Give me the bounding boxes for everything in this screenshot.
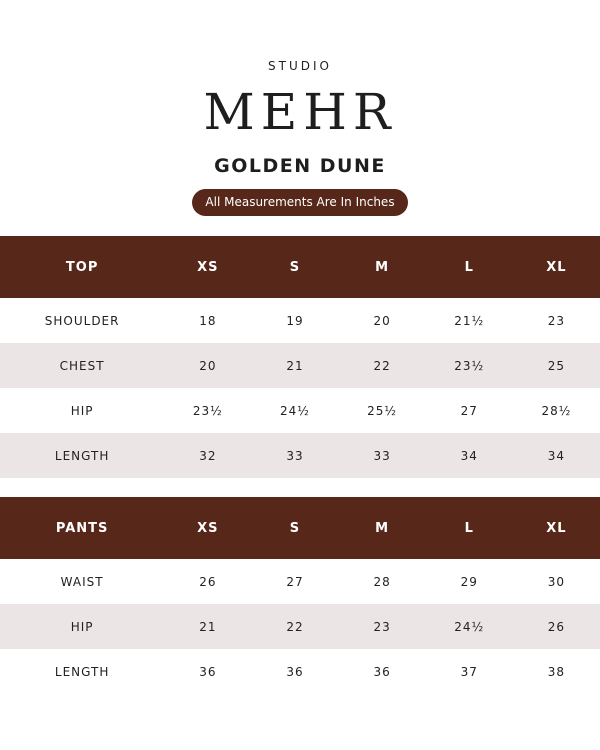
table-row (0, 433, 600, 478)
size-header: XL (546, 520, 567, 536)
measurement-cell: 38 (547, 664, 566, 679)
table-header-row (0, 236, 600, 298)
table-row (0, 559, 600, 604)
measurement-cell: 24½ (280, 403, 310, 418)
table-row (0, 604, 600, 649)
measurement-cell: 23½ (192, 403, 223, 418)
measurement-cell: 27 (286, 574, 304, 589)
measurement-cell: 19 (286, 313, 304, 328)
measurement-cell: 28½ (541, 403, 572, 418)
row-label: HIP (70, 403, 94, 418)
measurement-cell: 33 (286, 448, 304, 463)
measurement-cell: 28 (373, 574, 391, 589)
studio-label: STUDIO (268, 59, 332, 73)
measurement-cell: 25½ (367, 403, 398, 418)
measurement-cell: 23 (547, 313, 566, 328)
measurement-cell: 22 (373, 358, 391, 373)
size-header: M (375, 520, 390, 536)
row-label: WAIST (60, 574, 104, 589)
size-header: S (289, 259, 301, 275)
size-header: XS (197, 259, 219, 275)
measurement-note-wrap (0, 189, 600, 216)
measurement-cell: 36 (199, 664, 217, 679)
measurement-cell: 27 (460, 403, 478, 418)
measurement-cell: 20 (199, 358, 217, 373)
size-header: L (464, 520, 474, 536)
measurement-cell: 25 (547, 358, 566, 373)
size-header: M (375, 259, 390, 275)
row-label: LENGTH (54, 448, 110, 463)
measurement-cell: 36 (373, 664, 391, 679)
measurement-cell: 36 (286, 664, 304, 679)
measurement-cell: 26 (199, 574, 217, 589)
table-row (0, 298, 600, 343)
measurement-cell: 21 (199, 619, 217, 634)
row-label: HIP (70, 619, 94, 634)
brand-logo: MEHR (203, 83, 397, 141)
measurement-cell: 24½ (454, 619, 485, 634)
table-title: TOP (65, 259, 99, 275)
measurement-cell: 21 (286, 358, 304, 373)
measurement-cell: 32 (199, 448, 217, 463)
size-header: L (464, 259, 474, 275)
measurement-cell: 20 (373, 313, 391, 328)
collection-title: GOLDEN DUNE (214, 155, 386, 177)
size-header: XL (546, 259, 567, 275)
size-header: S (289, 520, 301, 536)
measurement-cell: 33 (373, 448, 391, 463)
measurement-cell: 34 (460, 448, 478, 463)
measurement-cell: 18 (199, 313, 217, 328)
pants-size-table (0, 497, 600, 694)
measurement-note-badge: All Measurements Are In Inches (192, 189, 407, 216)
measurement-cell: 23½ (454, 358, 485, 373)
measurement-cell: 21½ (454, 313, 485, 328)
row-label: SHOULDER (44, 313, 120, 328)
measurement-cell: 23 (373, 619, 391, 634)
table-row (0, 388, 600, 433)
measurement-cell: 30 (547, 574, 566, 589)
measurement-cell: 34 (547, 448, 566, 463)
row-label: LENGTH (54, 664, 110, 679)
top-size-table (0, 236, 600, 478)
table-header-row (0, 497, 600, 559)
measurement-cell: 22 (286, 619, 304, 634)
measurement-cell: 26 (547, 619, 566, 634)
table-row (0, 343, 600, 388)
measurement-cell: 37 (460, 664, 478, 679)
table-title: PANTS (55, 520, 109, 536)
row-label: CHEST (59, 358, 105, 373)
table-row (0, 649, 600, 694)
measurement-cell: 29 (460, 574, 478, 589)
size-header: XS (197, 520, 219, 536)
